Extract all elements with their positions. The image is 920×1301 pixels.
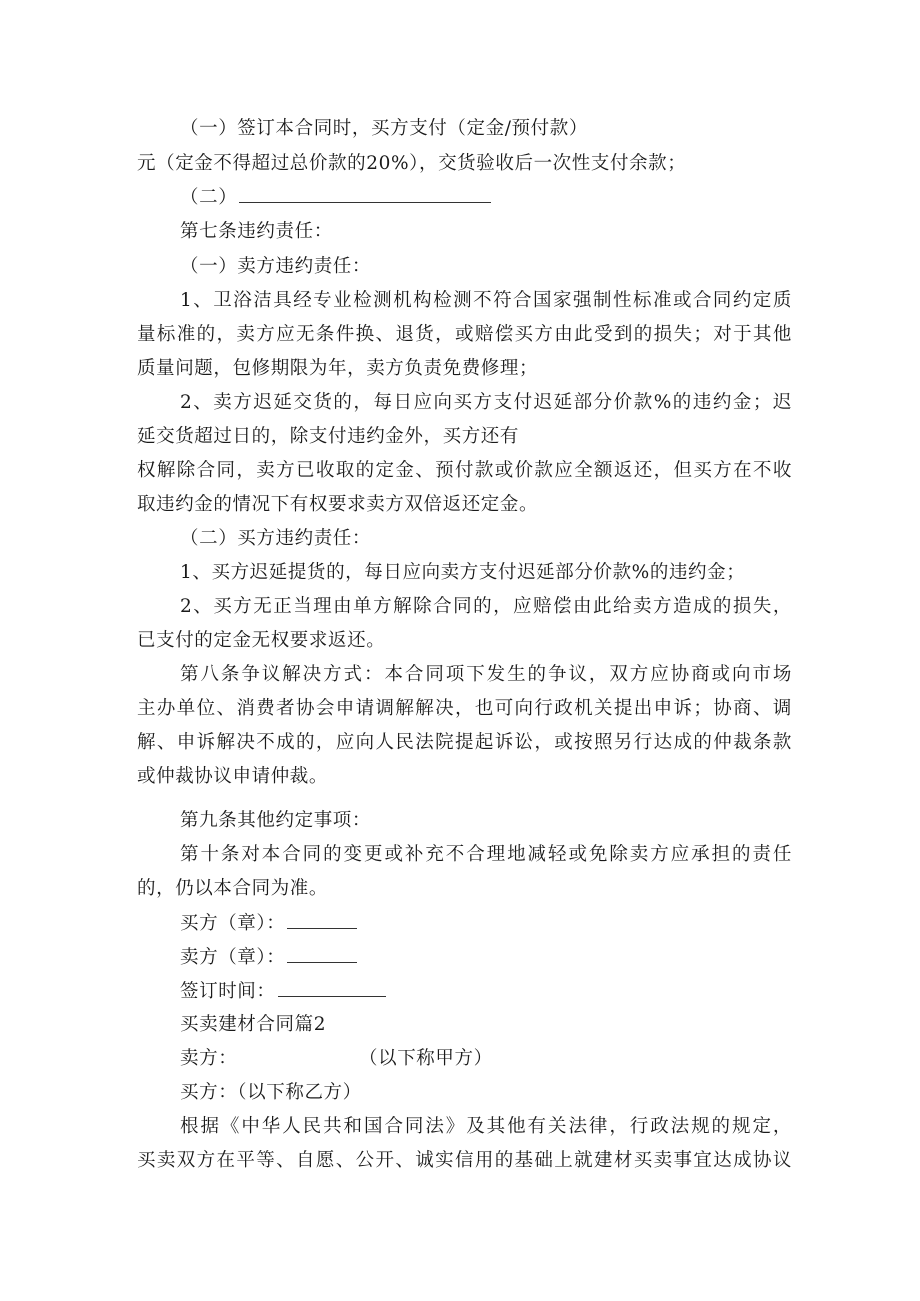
buyer-liability-2-line-2 (137, 628, 385, 654)
seller-liability-heading (180, 254, 371, 280)
seller-liability-1-line-2: 量标准的，卖方应无条件换、退货，或赔偿买方由此受到的损失；对于其他 (137, 324, 792, 345)
party-seller-designation (359, 1046, 493, 1072)
text-segment: 已支付的定金无权要求返还。 (137, 630, 386, 651)
seller-signature-line (180, 944, 357, 971)
clause-6-item-1-line-2 (137, 151, 686, 177)
seller-liability-1-line-3 (137, 356, 538, 382)
text-segment: （二） (180, 187, 238, 208)
text-segment: 取违约金的情况下有权要求卖方双倍返还定金。 (137, 494, 539, 515)
signing-date-line (180, 978, 386, 1005)
text-segment: （一）卖方违约责任： (180, 256, 372, 277)
clause-6-item-1-line-1 (180, 116, 588, 142)
text-segment: 元（定金不得超过总价款的20%），交货验收后一次性支付余款； (137, 153, 687, 174)
fill-blank (278, 978, 386, 997)
seller-liability-1-line-1: 1、卫浴洁具经专业检测机构检测不符合国家强制性标准或合同约定质 (180, 290, 792, 311)
text-segment: 质量问题，包修期限为年，卖方负责免费修理； (137, 358, 539, 379)
article-10-line-1: 第十条对本合同的变更或补充不合理地减轻或免除卖方应承担的责任 (180, 844, 792, 865)
text-segment: 签订时间： (180, 981, 276, 1002)
text-segment: （二）买方违约责任： (180, 528, 372, 549)
clause-6-item-2 (180, 184, 491, 211)
article-8-line-1: 第八条争议解决方式：本合同项下发生的争议，双方应协商或向市场 (180, 664, 792, 685)
text-segment: 或仲裁协议申请仲裁。 (137, 766, 329, 787)
text-segment: 第七条违约责任： (180, 221, 333, 242)
text-segment: 买方（章）： (180, 913, 286, 934)
buyer-signature-line (180, 910, 357, 937)
text-segment: 买卖建材合同篇2 (180, 1014, 327, 1035)
text-segment: 1、买方迟延提货的，每日应向卖方支付迟延部分价款%的违约金； (180, 562, 746, 583)
text-segment: 卖方（章）： (180, 947, 286, 968)
seller-liability-2-line-4 (137, 492, 538, 518)
article-9 (180, 808, 371, 834)
buyer-liability-1 (180, 560, 745, 586)
article-10-line-2 (137, 876, 328, 902)
text-segment: 第九条其他约定事项： (180, 810, 372, 831)
text-segment: 的，仍以本合同为准。 (137, 878, 329, 899)
buyer-liability-2-line-1: 2、买方无正当理由单方解除合同的，应赔偿由此给卖方造成的损失， (180, 596, 792, 617)
fill-blank (239, 184, 491, 203)
seller-liability-2-line-2 (137, 424, 519, 450)
article-8-line-3: 解、申诉解决不成的，应向人民法院提起诉讼，或按照另行达成的仲裁条款 (137, 732, 792, 753)
seller-liability-2-line-3: 权解除合同，卖方已收取的定金、预付款或价款应全额返还，但买方在不收 (137, 460, 792, 481)
party-buyer-line (180, 1080, 362, 1106)
text-segment: 买方：（以下称乙方） (180, 1082, 362, 1103)
party-seller-line (180, 1046, 237, 1072)
article-8-line-2: 主办单位、消费者协会申请调解解决，也可向行政机关提出申诉；协商、调 (137, 698, 792, 719)
seller-liability-2-line-1: 2、卖方迟延交货的，每日应向买方支付迟延部分价款%的违约金；迟 (180, 392, 792, 413)
text-segment: （以下称甲方） (359, 1048, 493, 1069)
preamble-line-2: 买卖双方在平等、自愿、公开、诚实信用的基础上就建材买卖事宜达成协议 (137, 1150, 792, 1171)
contract-2-title (180, 1012, 326, 1038)
buyer-liability-heading (180, 526, 371, 552)
text-segment: 延交货超过日的，除支付违约金外，买方还有 (137, 426, 520, 447)
preamble-line-1: 根据《中华人民共和国合同法》及其他有关法律，行政法规的规定， (180, 1116, 792, 1137)
article-8-line-4 (137, 764, 328, 790)
text-segment: （一）签订本合同时，买方支付（定金/预付款） (180, 118, 588, 139)
text-segment: 卖方： (180, 1048, 238, 1069)
fill-blank (287, 944, 357, 963)
fill-blank (287, 910, 357, 929)
article-7-heading (180, 219, 333, 245)
